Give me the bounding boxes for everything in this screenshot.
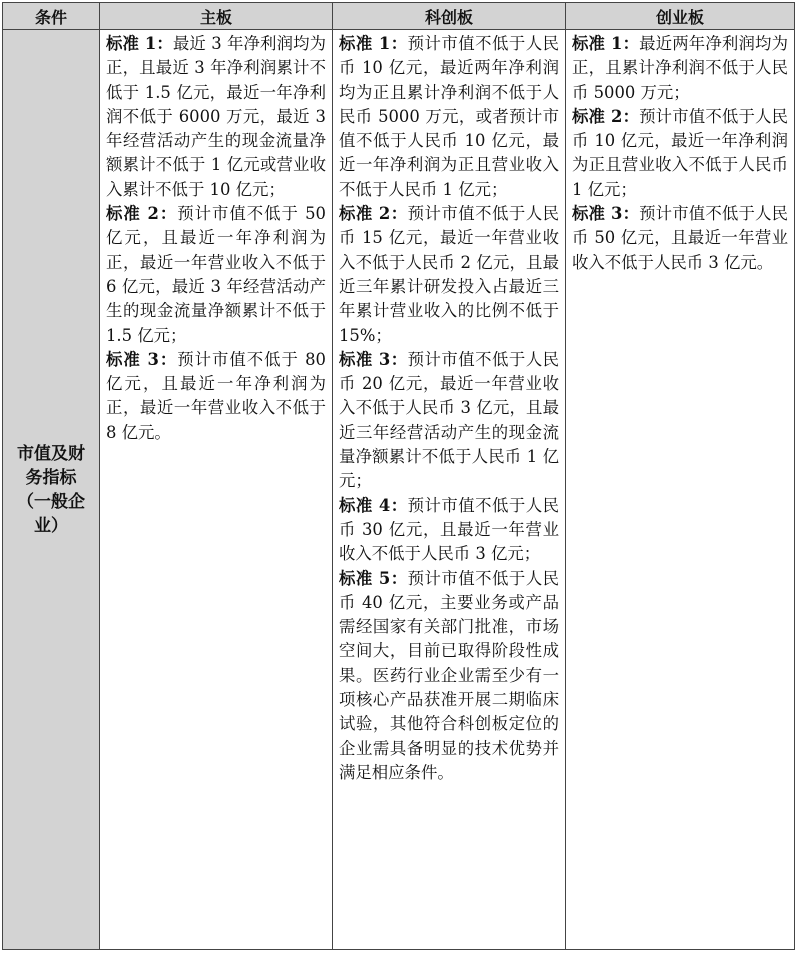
- header-main-board: 主板: [100, 3, 333, 30]
- standard-text: 最近 3 年净利润均为正，且最近 3 年净利润累计不低于 1.5 亿元，最近一年净利润不低于 6000 万元，最近 3 年经营活动产生的现金流量净额累计不低于 1 亿元或营业收入累计不低于 10 亿元；: [106, 34, 326, 199]
- star-market-standard-2: [339, 202, 559, 348]
- standard-label: 标准 3：: [339, 349, 408, 369]
- standard-label: 标准 1：: [106, 34, 173, 53]
- standard-label: 标准 2：: [106, 204, 178, 224]
- standard-label: 标准 5：: [339, 568, 408, 588]
- star-market-cell: [333, 30, 566, 950]
- header-row: [3, 3, 795, 30]
- main-board-cell: [100, 30, 333, 950]
- star-market-standard-3: [339, 348, 559, 494]
- standard-text: 预计市值不低于人民币 40 亿元，主要业务或产品需经国家有关部门批准，市场空间大，目前已取得阶段性成果。医药行业企业需至少有一项核心产品获准开展二期临床试验，其他符合科创板定位的企业需具备明显的技术优势并满足相应条件。: [339, 568, 559, 782]
- star-market-standard-4: [339, 494, 559, 567]
- standard-text: 预计市值不低于人民币 50 亿元，且最近一年营业收入不低于人民币 3 亿元。: [572, 204, 788, 272]
- header-chinext: 创业板: [566, 3, 795, 30]
- star-market-standard-5: [339, 567, 559, 786]
- standard-label: 标准 2：: [339, 204, 408, 224]
- standard-label: 标准 3：: [106, 349, 178, 369]
- standard-text: 预计市值不低于 50 亿元，且最近一年净利润为正，最近一年营业收入不低于 6 亿元，最近 3 年经营活动产生的现金流量净额累计不低于 1.5 亿元；: [106, 204, 326, 345]
- chinext-cell: [566, 30, 795, 950]
- chinext-standard-3: [572, 202, 788, 275]
- standard-label: 标准 4：: [339, 495, 408, 515]
- standard-text: 预计市值不低于人民币 20 亿元，最近一年营业收入不低于人民币 3 亿元，且最近三年经营活动产生的现金流量净额累计不低于人民币 1 亿元；: [339, 349, 559, 491]
- standard-text: 预计市值不低于人民币 10 亿元，最近两年净利润均为正且累计净利润不低于人民币 5000 万元，或者预计市值不低于人民币 10 亿元，最近一年净利润为正且营业收入不低于人民币 1 亿元；: [339, 34, 559, 199]
- main-board-standard-2: [106, 202, 326, 348]
- main-board-standard-1: [106, 32, 326, 202]
- standard-label: 标准 2：: [572, 106, 640, 126]
- standard-text: 预计市值不低于人民币 15 亿元，最近一年营业收入不低于人民币 2 亿元，且最近三年累计研发投入占最近三年累计营业收入的比例不低于 15%；: [339, 204, 559, 345]
- table-row: [3, 30, 795, 950]
- standard-text: 预计市值不低于 80 亿元，且最近一年净利润为正，最近一年营业收入不低于 8 亿元。: [106, 349, 326, 442]
- header-condition: 条件: [3, 3, 100, 30]
- standard-label: 标准 1：: [339, 34, 408, 53]
- star-market-standard-1: [339, 32, 559, 202]
- condition-cell: 市值及财务指标（一般企业）: [3, 30, 100, 950]
- header-star-market: 科创板: [333, 3, 566, 30]
- main-board-standard-3: [106, 348, 326, 445]
- standard-label: 标准 1：: [572, 34, 640, 53]
- standard-text: 预计市值不低于人民币 10 亿元，最近一年净利润为正且营业收入不低于人民币 1 亿元；: [572, 106, 788, 199]
- chinext-standard-1: [572, 32, 788, 105]
- standard-text: 最近两年净利润均为正，且累计净利润不低于人民币 5000 万元；: [572, 34, 788, 102]
- chinext-standard-2: [572, 105, 788, 202]
- listing-standards-table: [2, 2, 795, 950]
- standard-label: 标准 3：: [572, 204, 640, 224]
- standard-text: 预计市值不低于人民币 30 亿元，且最近一年营业收入不低于人民币 3 亿元；: [339, 495, 559, 564]
